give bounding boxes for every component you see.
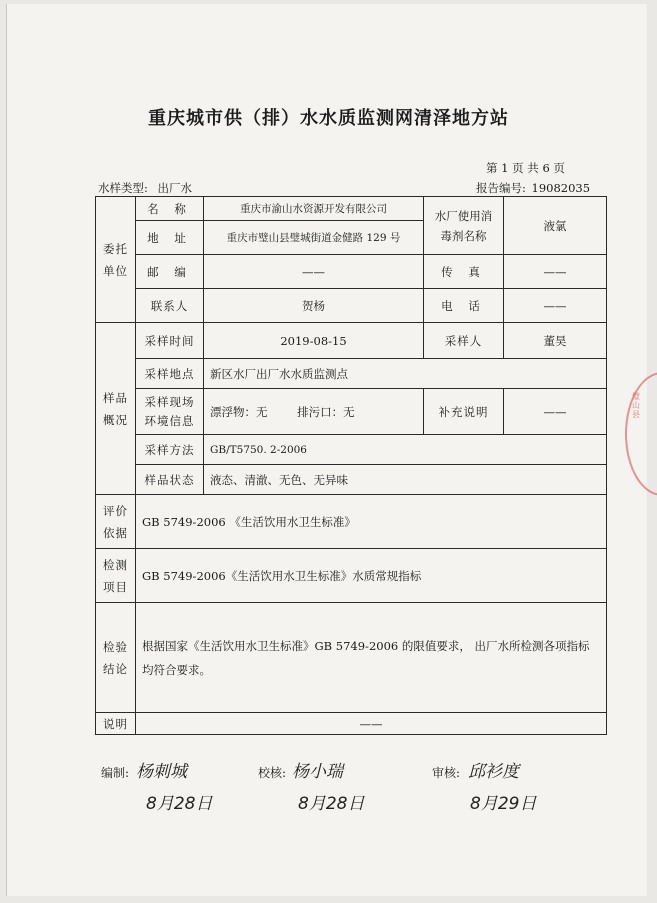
reviewer-label: 审核: xyxy=(432,766,461,780)
checker-signature: 杨小瑞 xyxy=(292,762,343,782)
report-number xyxy=(476,180,590,196)
report-table xyxy=(95,196,607,735)
sample-env-label: 采样现场环境信息 xyxy=(136,389,204,435)
report-title: 重庆城市供（排）水水质监测网清泽地方站 xyxy=(148,108,509,129)
client-phone-value: —— xyxy=(504,289,607,323)
client-name-label: 名 称 xyxy=(136,197,204,221)
report-number-label: 报告编号: xyxy=(476,181,526,195)
sample-type-value: 出厂水 xyxy=(157,181,193,195)
conclusion-label: 检验 结论 xyxy=(96,603,136,713)
client-contact-label: 联系人 xyxy=(136,289,204,323)
reviewer-signature: 邱衫度 xyxy=(468,762,519,782)
items-label: 检测 项目 xyxy=(96,549,136,603)
sampler-label: 采样人 xyxy=(424,323,504,359)
sample-type-label: 水样类型: xyxy=(98,181,148,195)
client-section-label: 委托 单位 xyxy=(96,197,136,323)
client-postcode-label: 邮 编 xyxy=(136,255,204,289)
remark-value: —— xyxy=(136,713,607,735)
client-phone-label: 电 话 xyxy=(424,289,504,323)
page-info: 第 1 页 共 6 页 xyxy=(486,161,565,175)
client-contact-value: 贺杨 xyxy=(204,289,424,323)
sample-time-value: 2019-08-15 xyxy=(204,323,424,359)
sample-env-value xyxy=(204,389,424,435)
supplement-label: 补充说明 xyxy=(424,389,504,435)
items-value: GB 5749-2006《生活饮用水卫生标准》水质常规指标 xyxy=(136,549,607,603)
sample-section-label: 样品 概况 xyxy=(96,323,136,495)
client-name-value: 重庆市渝山水资源开发有限公司 xyxy=(204,197,424,221)
report-number-value: 19082035 xyxy=(531,181,591,195)
supplement-value: —— xyxy=(504,389,607,435)
evaluation-label: 评价 依据 xyxy=(96,495,136,549)
sample-time-label: 采样时间 xyxy=(136,323,204,359)
sample-location-value: 新区水厂出厂水水质监测点 xyxy=(204,359,607,389)
sewage-outlet: 排污口：无 xyxy=(297,404,355,419)
client-fax-label: 传 真 xyxy=(424,255,504,289)
reviewer-date: 8月29日 xyxy=(470,794,537,814)
floating-matter: 漂浮物：无 xyxy=(210,404,268,419)
sample-type xyxy=(98,180,192,196)
client-postcode-value: —— xyxy=(204,255,424,289)
checker-label: 校核: xyxy=(258,766,287,780)
compiler-label: 编制: xyxy=(101,766,130,780)
compiler-signature: 杨刺城 xyxy=(136,762,187,782)
seal-text: 璧山县 xyxy=(632,392,640,419)
disinfectant-value: 液氯 xyxy=(504,197,607,255)
sampler-value: 董昊 xyxy=(504,323,607,359)
sample-location-label: 采样地点 xyxy=(136,359,204,389)
compiler-date: 8月28日 xyxy=(146,794,213,814)
checker-date: 8月28日 xyxy=(298,794,365,814)
sample-state-value: 液态、清澈、无色、无异味 xyxy=(204,465,607,495)
evaluation-value: GB 5749-2006 《生活饮用水卫生标准》 xyxy=(136,495,607,549)
disinfectant-label: 水厂使用消毒剂名称 xyxy=(424,197,504,255)
remark-label: 说明 xyxy=(96,713,136,735)
client-fax-value: —— xyxy=(504,255,607,289)
conclusion-value: 根据国家《生活饮用水卫生标准》GB 5749-2006 的限值要求， 出厂水所检测各项指标均符合要求。 xyxy=(136,603,607,713)
sample-method-label: 采样方法 xyxy=(136,435,204,465)
sample-method-value: GB/T5750. 2-2006 xyxy=(204,435,607,465)
sample-state-label: 样品状态 xyxy=(136,465,204,495)
client-address-value: 重庆市璧山县璧城街道金健路 129 号 xyxy=(204,221,424,255)
client-address-label: 地 址 xyxy=(136,221,204,255)
